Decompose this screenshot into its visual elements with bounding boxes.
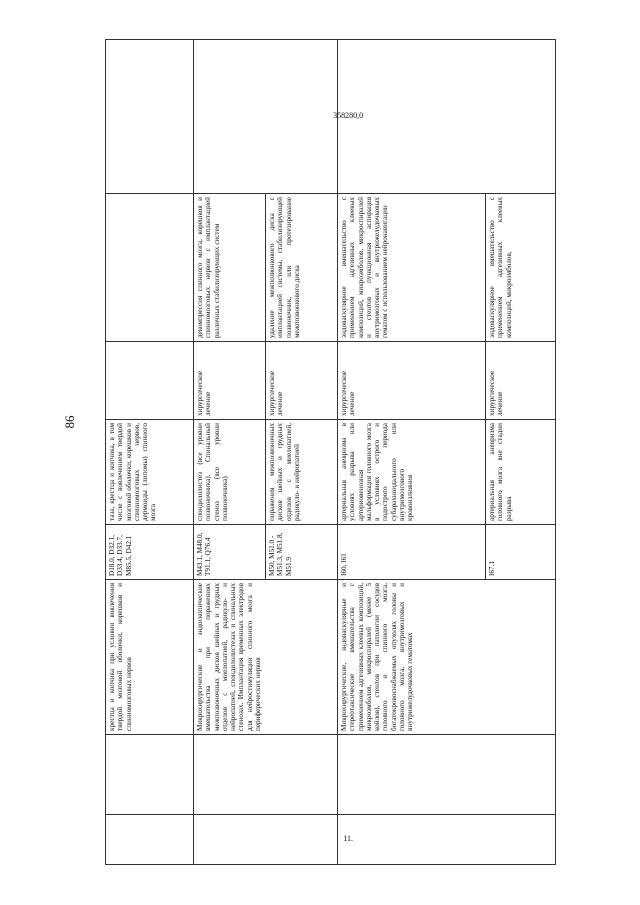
row-number-cell: 11. [338, 815, 556, 865]
treatment-type-cell [106, 342, 194, 420]
vmp-table [105, 39, 556, 865]
row-number-cell [194, 815, 338, 865]
price-cell: 358280,0 [338, 40, 556, 194]
method-cell: крестца и копчика при условии вовлечения твердой мозговой оболочки, корешков и спинномозговых нервов [106, 580, 194, 735]
treatment-type-cell: хирургическое лечение [338, 342, 486, 420]
group-cell [106, 735, 194, 815]
group-cell [194, 735, 338, 815]
method-cell: Микрохирургические, эндоваскулярные и стереотаксические вмешательства с применением адгезивных клеевых композиций, микроэмболов, микроспиралей (менее 5 койлов), стентов при патологии сосудов головного и спинного мозга, богатокровоснабжаемых опухолях головы и головного мозга, внутримозговых и внутрижелудочковых гематомах [338, 580, 556, 735]
method-cell: Микрохирургические и эндоскопические вмешательства при поражениях межпозвоночных дисков шейных и грудных отделов с миелопатией, радикуло- и нейропатией, спондилолистезах и спинальных стенозах. Имплантация временных электродов для нейростимуляции спинного мозга и периферических нервов [194, 580, 338, 735]
treatment-cell: удаление межпозвонкового диска с имплантацией системы, стабилизирующей позвоночник, или протезирование межпозвонкового диска [266, 194, 338, 342]
treatment-cell: эндоваскулярное вмешательство с применением адгезивных клеевых композиций, микроэмболов, микроспиралей и стентов пункционная аспирация внутримозговых и внутрижелудочковых гематом с использованием нейронавигации [338, 194, 486, 342]
price-cell [106, 40, 194, 194]
model-cell: поражения межпозвоночных дисков шейных и грудных отделов с миелопатией, радикуло- и нейропатией [266, 420, 338, 525]
codes-cell: I60, I61 [338, 525, 486, 580]
treatment-cell: эндоваскулярное вмешательство с применением адгезивных клеевых композиций, микроэмболов, [486, 194, 556, 342]
table-row [338, 40, 486, 865]
table-row [194, 40, 266, 865]
treatment-type-cell: хирургическое лечение [266, 342, 338, 420]
treatment-cell: декомпрессия спинного мозга, корешков и спинномозговых нервов с имплантацией различных стабилизирующих систем [194, 194, 266, 342]
treatment-type-cell: хирургическое лечение [486, 342, 556, 420]
codes-cell: I67.1 [486, 525, 556, 580]
codes-cell: M50, M51.0 - M51.3, M51.8, M51.9 [266, 525, 338, 580]
model-cell: таза, крестца и копчика, в том числе с вовлечением твердой мозговой оболочки, корешков и спинномозговых нервов, дермоиды (липомы) спинного мозга [106, 420, 194, 525]
model-cell: артериальная аневризма головного мозга вне стадии разрыва [486, 420, 556, 525]
model-cell: артериальная аневризма в условиях разрыва или артериовенозная мальформация головного мозга в условиях острого и подострого периода субарахноидального или внутримозгового кровоизлияния [338, 420, 486, 525]
rotated-table-area [105, 40, 555, 865]
page-number: 86 [62, 415, 77, 429]
row-number-cell [106, 815, 194, 865]
codes-cell: M43.1, M48.0, T91.1, Q76.4 [194, 525, 266, 580]
price-cell [194, 40, 338, 194]
table-row [106, 40, 194, 865]
model-cell: спондилолистез (все уровни позвоночника). Спинальный стеноз (все уровни позвоночника) [194, 420, 266, 525]
treatment-type-cell: хирургическое лечение [194, 342, 266, 420]
codes-cell: D18.0, D32.1, D33.4, D33.7, M85.5, D42.1 [106, 525, 194, 580]
treatment-cell [106, 194, 194, 342]
group-cell [338, 735, 556, 815]
